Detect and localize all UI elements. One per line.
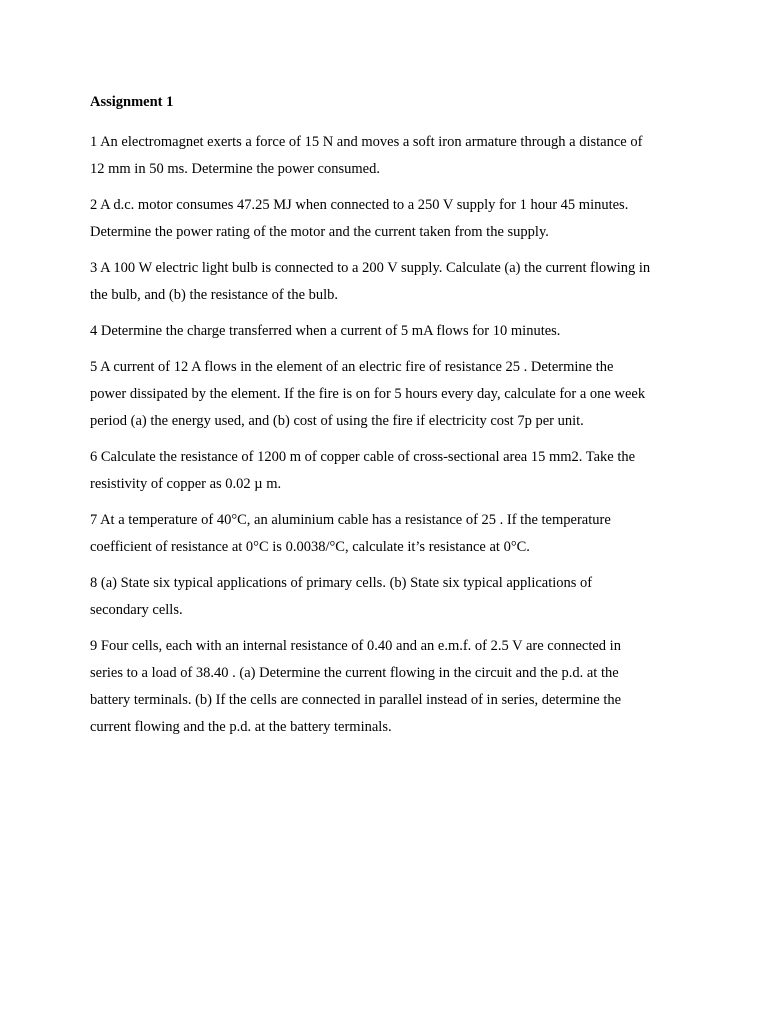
question-3 [90,255,690,309]
question-line: coefficient of resistance at 0°C is 0.0038/°C, calculate it’s resistance at 0°C. [90,539,530,555]
question-line: 4 Determine the charge transferred when a current of 5 mA flows for 10 minutes. [90,323,561,339]
question-9 [90,633,690,741]
question-line: 7 At a temperature of 40°C, an aluminium cable has a resistance of 25 . If the temperature [90,512,611,528]
question-1 [90,129,690,183]
document-title: Assignment 1 [90,94,174,110]
question-6 [90,444,690,498]
question-5 [90,354,690,435]
question-line: 8 (a) State six typical applications of primary cells. (b) State six typical applications of [90,575,593,591]
question-4 [90,318,690,345]
question-8 [90,570,690,624]
document-page [90,92,690,750]
question-line: the bulb, and (b) the resistance of the bulb. [90,287,339,303]
question-line: 3 A 100 W electric light bulb is connected to a 200 V supply. Calculate (a) the current flowing in [90,260,651,276]
question-7 [90,507,690,561]
question-line: 1 An electromagnet exerts a force of 15 N and moves a soft iron armature through a distance of [90,134,643,150]
question-2 [90,192,690,246]
question-line: battery terminals. (b) If the cells are connected in parallel instead of in series, determine the [90,692,622,708]
question-line: Determine the power rating of the motor and the current taken from the supply. [90,224,549,240]
question-line: series to a load of 38.40 . (a) Determine the current flowing in the circuit and the p.d. at the [90,665,619,681]
question-line: current flowing and the p.d. at the battery terminals. [90,719,392,735]
question-line: 9 Four cells, each with an internal resistance of 0.40 and an e.m.f. of 2.5 V are connected in [90,638,621,654]
question-line: 12 mm in 50 ms. Determine the power consumed. [90,161,380,177]
question-line: power dissipated by the element. If the fire is on for 5 hours every day, calculate for a one week [90,386,646,402]
question-line: 6 Calculate the resistance of 1200 m of copper cable of cross-sectional area 15 mm2. Take the [90,449,636,465]
question-line: 2 A d.c. motor consumes 47.25 MJ when connected to a 250 V supply for 1 hour 45 minutes. [90,197,629,213]
question-line: secondary cells. [90,602,183,618]
question-line: 5 A current of 12 A flows in the element of an electric fire of resistance 25 . Determine the [90,359,614,375]
question-line: period (a) the energy used, and (b) cost of using the fire if electricity cost 7p per unit. [90,413,584,429]
question-line: resistivity of copper as 0.02 µ m. [90,476,282,492]
